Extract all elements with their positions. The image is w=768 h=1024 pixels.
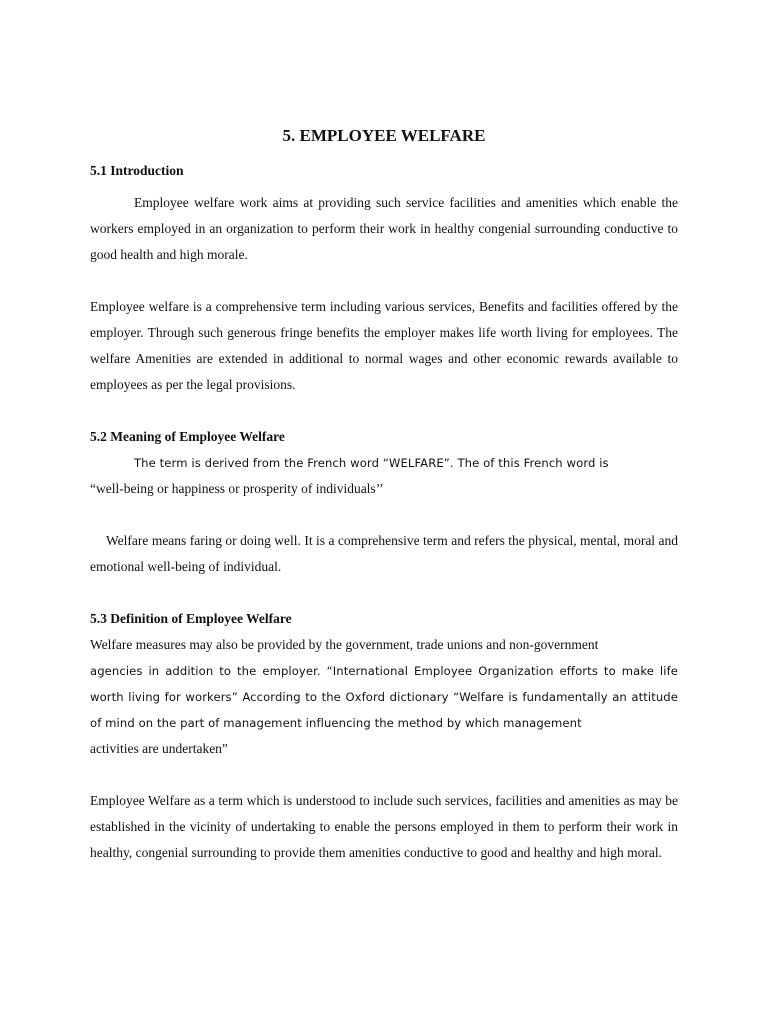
section-heading-definition: 5.3 Definition of Employee Welfare (90, 611, 292, 626)
paragraph-definition-4: Employee Welfare as a term which is understood to include such services, facilities and amenities as may be established in the vicinity of undertaking to enable the persons employed in them to perform their work in healthy, congenial surrounding to provide them amenities conductive to good and healthy and high moral. (90, 793, 678, 860)
paragraph-definition-3: activities are undertaken” (90, 741, 228, 756)
section-heading-introduction: 5.1 Introduction (90, 163, 184, 178)
paragraph-definition-1: Welfare measures may also be provided by the government, trade unions and non-government (90, 637, 599, 652)
paragraph-meaning-3: Welfare means faring or doing well. It is a comprehensive term and refers the physical, mental, moral and emotional well-being of individual. (90, 533, 678, 574)
paragraph-meaning-2: “well-being or happiness or prosperity of individuals’’ (90, 481, 384, 496)
section-heading-meaning: 5.2 Meaning of Employee Welfare (90, 429, 285, 444)
document-title: 5. EMPLOYEE WELFARE (282, 126, 486, 145)
paragraph-definition-2: agencies in addition to the employer. “International Employee Organization efforts to make life worth living for workers” According to the Oxford dictionary “Welfare is fundamentally an attitude of mind on the part of management influencing the method by which management (90, 664, 678, 730)
paragraph-introduction-1: Employee welfare work aims at providing such service facilities and amenities which enable the workers employed in an organization to perform their work in healthy congenial surrounding conductive to good health and high morale. (90, 195, 678, 262)
paragraph-introduction-2: Employee welfare is a comprehensive term including various services, Benefits and facilities offered by the employer. Through such generous fringe benefits the employer makes life worth living for employees. The welfare Amenities are extended in additional to normal wages and other economic rewards available to employees as per the legal provisions. (90, 299, 678, 392)
paragraph-meaning-1: The term is derived from the French word “WELFARE”. The of this French word is (134, 456, 609, 470)
